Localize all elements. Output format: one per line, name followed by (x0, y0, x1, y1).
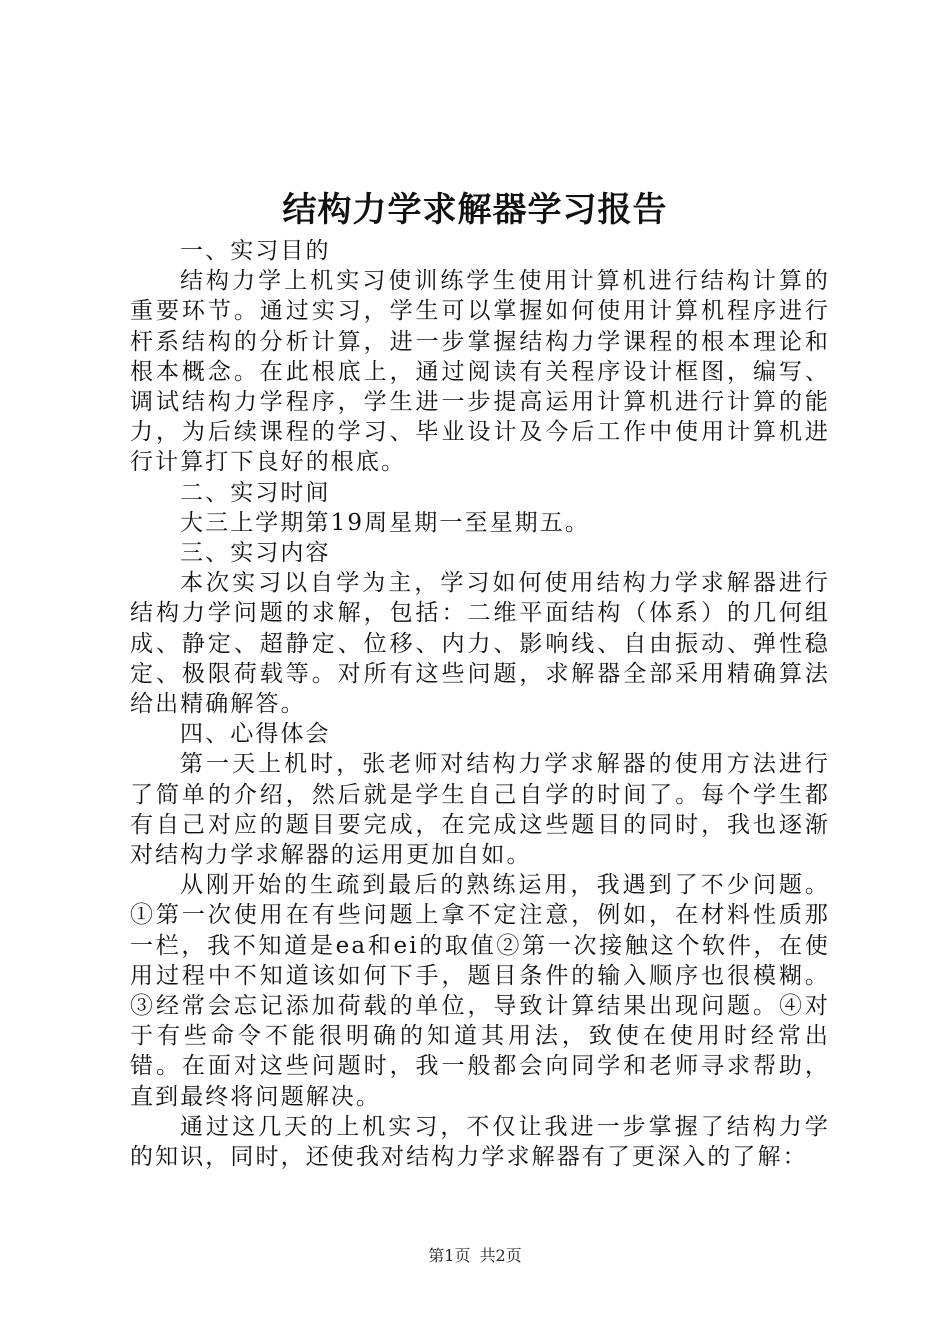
page-number: 第1页 (428, 1246, 471, 1265)
page-footer (0, 1246, 950, 1266)
body-paragraph: 通过这几天的上机实习，不仅让我进一步掌握了结构力学的知识，同时，还使我对结构力学求解器有了更深入的了解： (130, 1113, 830, 1171)
body-paragraph: 从刚开始的生疏到最后的熟练运用，我遇到了不少问题。①第一次使用在有些问题上拿不定注意，例如，在材料性质那一栏，我不知道是ea和ei的取值②第一次接触这个软件，在使用过程中不知道该如何下手，题目条件的输入顺序也很模糊。③经常会忘记添加荷载的单位，导致计算结果出现问题。④对于有些命令不能很明确的知道其用法，致使在使用时经常出错。在面对这些问题时，我一般都会向同学和老师寻求帮助，直到最终将问题解决。 (130, 872, 830, 1110)
body-paragraph: 大三上学期第19周星期一至星期五。 (180, 509, 590, 536)
body-paragraph: 第一天上机时，张老师对结构力学求解器的使用方法进行了简单的介绍，然后就是学生自己自学的时间了。每个学生都有自己对应的题目要完成，在完成这些题目的同时，我也逐渐对结构力学求解器的运用更加自如。 (130, 751, 830, 869)
section-heading: 四、心得体会 (180, 721, 331, 748)
body-paragraph: 结构力学上机实习使训练学生使用计算机进行结构计算的重要环节。通过实习，学生可以掌握如何使用计算机程序进行杆系结构的分析计算，进一步掌握结构力学课程的根本理论和根本概念。在此根底上，通过阅读有关程序设计框图，编写、调试结构力学程序，学生进一步提高运用计算机进行计算的能力，为后续课程的学习、毕业设计及今后工作中使用计算机进行计算打下良好的根底。 (130, 268, 830, 476)
section-heading: 二、实习时间 (180, 479, 331, 506)
section-heading: 一、实习目的 (180, 238, 331, 264)
body-paragraph: 本次实习以自学为主，学习如何使用结构力学求解器进行结构力学问题的求解，包括：二维平面结构（体系）的几何组成、静定、超静定、位移、内力、影响线、自由振动、弹性稳定、极限荷载等。对所有这些问题，求解器全部采用精确算法给出精确解答。 (130, 570, 830, 718)
page-title: 结构力学求解器学习报告 (282, 190, 668, 230)
page-total: 共2页 (479, 1246, 522, 1265)
document-body (130, 236, 830, 1172)
section-heading: 三、实习内容 (180, 540, 331, 567)
